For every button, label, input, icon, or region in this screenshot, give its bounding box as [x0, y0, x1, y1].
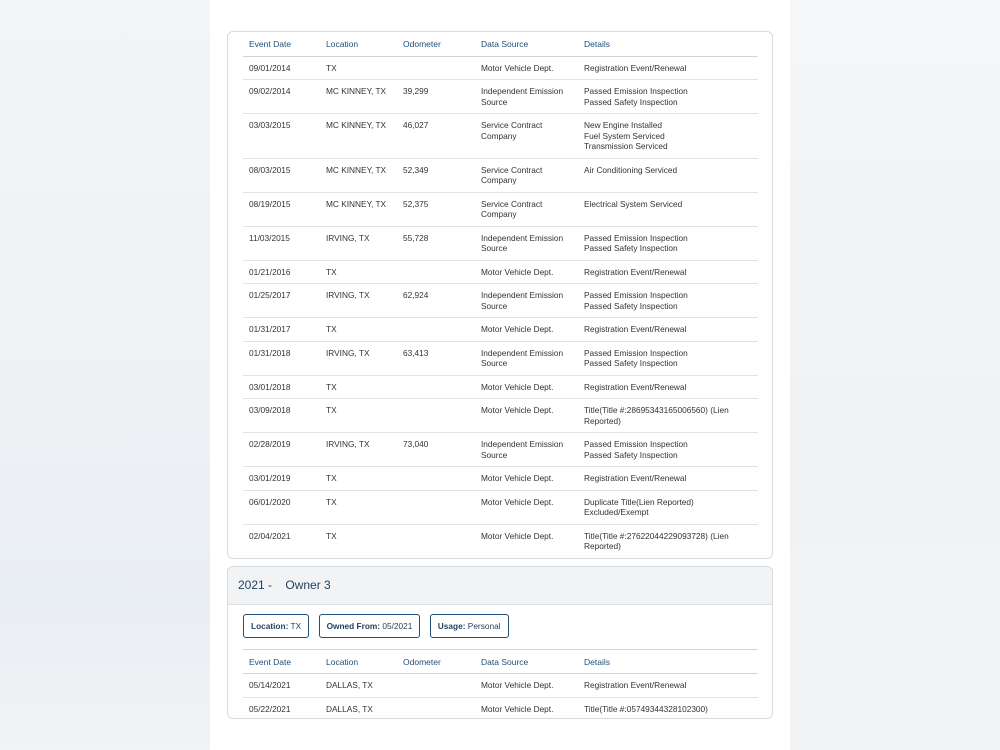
odometer-cell: [397, 674, 475, 698]
details-line: Duplicate Title(Lien Reported): [584, 496, 694, 507]
event-date-cell: 08/03/2015: [243, 158, 320, 192]
col-header-odometer: Odometer: [397, 650, 475, 674]
details-line: Excluded/Exempt: [584, 507, 649, 517]
col-header-event-date: Event Date: [243, 32, 320, 56]
event-date-cell: 01/31/2018: [243, 341, 320, 375]
data-source-cell: Independent Emission Source: [475, 226, 578, 260]
history-body: [243, 56, 758, 558]
owner-3-body: [243, 674, 758, 721]
details-cell: [578, 284, 758, 318]
location-cell: MC KINNEY, TX: [320, 80, 397, 114]
data-source-cell: Motor Vehicle Dept.: [475, 399, 578, 433]
location-cell: TX: [320, 318, 397, 342]
details-line: Transmission Serviced: [584, 141, 668, 151]
details-line: Registration Event/Renewal: [584, 324, 687, 334]
event-date-cell: 02/04/2021: [249, 530, 291, 541]
table-row: [243, 192, 758, 226]
history-table: [243, 32, 758, 558]
event-date-cell: 05/22/2021: [249, 703, 291, 714]
table-row: [243, 399, 758, 433]
details-cell: [578, 158, 758, 192]
details-line: Title(Title #:27622044229093728) (Lien Reported): [584, 530, 729, 551]
event-date-cell: 01/25/2017: [243, 284, 320, 318]
owned-from-badge-label: Owned From:: [326, 621, 381, 631]
details-cell: [578, 341, 758, 375]
table-row: [243, 341, 758, 375]
location-cell: IRVING, TX: [320, 226, 397, 260]
details-line: Air Conditioning Serviced: [584, 164, 678, 175]
data-source-cell: Motor Vehicle Dept.: [475, 467, 578, 491]
details-cell: [578, 433, 758, 467]
location-cell: MC KINNEY, TX: [320, 192, 397, 226]
details-cell: [578, 674, 758, 698]
odometer-cell: 52,349: [397, 158, 475, 192]
owner-3-card: [227, 566, 773, 719]
table-row: [243, 433, 758, 467]
background-right: [790, 0, 1000, 750]
col-header-details: Details: [578, 650, 758, 674]
location-cell: TX: [326, 530, 337, 541]
owner-3-year: 2021 -: [238, 578, 273, 592]
owner-3-title: Owner 3: [285, 578, 331, 592]
event-date-cell: 08/19/2015: [243, 192, 320, 226]
table-row: [243, 674, 758, 698]
odometer-cell: 39,299: [397, 80, 475, 114]
details-line: Registration Event/Renewal: [584, 680, 687, 690]
location-cell: MC KINNEY, TX: [320, 158, 397, 192]
location-cell: TX: [320, 467, 397, 491]
odometer-cell: 62,924: [397, 284, 475, 318]
owner-3-table: [243, 649, 758, 720]
event-date-cell: 09/02/2014: [243, 80, 320, 114]
details-line: Registration Event/Renewal: [584, 473, 687, 483]
event-date-cell: 03/01/2018: [243, 375, 320, 399]
details-cell: [578, 697, 758, 720]
col-header-location: Location: [320, 32, 397, 56]
usage-badge: [430, 614, 509, 638]
details-line: Registration Event/Renewal: [584, 381, 687, 392]
col-header-data-source: Data Source: [475, 650, 578, 674]
details-line: Passed Emission Inspection: [584, 347, 688, 358]
odometer-cell: [397, 490, 475, 524]
details-cell: [578, 524, 758, 558]
odometer-cell: [397, 260, 475, 284]
table-row: [243, 467, 758, 491]
event-date-cell: 03/01/2019: [243, 467, 320, 491]
col-header-event-date: Event Date: [243, 650, 320, 674]
odometer-cell: [397, 375, 475, 399]
event-date-cell: 11/03/2015: [243, 226, 320, 260]
details-cell: [578, 467, 758, 491]
details-cell: [578, 80, 758, 114]
col-header-location: Location: [320, 650, 397, 674]
details-line: Passed Emission Inspection: [584, 232, 688, 243]
location-cell: DALLAS, TX: [320, 674, 397, 698]
event-date-cell: 01/31/2017: [243, 318, 320, 342]
table-row: [243, 697, 758, 720]
owner-3-badges: [228, 605, 772, 647]
details-line: Passed Safety Inspection: [584, 449, 678, 460]
table-row: [243, 226, 758, 260]
usage-badge-label: Usage:: [437, 621, 466, 631]
odometer-cell: [397, 56, 475, 80]
details-cell: [578, 399, 758, 433]
odometer-cell: 63,413: [397, 341, 475, 375]
event-date-cell: 01/21/2016: [243, 260, 320, 284]
table-row: [243, 284, 758, 318]
data-source-cell: Motor Vehicle Dept.: [475, 260, 578, 284]
odometer-cell: 46,027: [397, 114, 475, 159]
col-header-data-source: Data Source: [475, 32, 578, 56]
data-source-cell: Motor Vehicle Dept.: [475, 674, 578, 698]
table-row: [243, 260, 758, 284]
report-page: [210, 0, 790, 750]
details-cell: [578, 490, 758, 524]
event-date-cell: 09/01/2014: [243, 56, 320, 80]
details-cell: [578, 318, 758, 342]
table-row: [243, 158, 758, 192]
details-cell: [578, 260, 758, 284]
details-line: Electrical System Serviced: [584, 198, 683, 209]
owned-from-badge: [319, 614, 421, 638]
table-row: [243, 114, 758, 159]
details-line: Title(Title #:28695343165006560) (Lien Reported): [584, 405, 729, 426]
event-date-cell: 05/14/2021: [243, 674, 320, 698]
details-line: Registration Event/Renewal: [584, 62, 687, 73]
location-badge: [243, 614, 309, 638]
odometer-cell: [397, 467, 475, 491]
odometer-cell: [397, 399, 475, 433]
details-line: Passed Safety Inspection: [584, 300, 678, 311]
table-row: [243, 80, 758, 114]
location-cell: TX: [320, 56, 397, 80]
details-line: Registration Event/Renewal: [584, 266, 687, 277]
details-line: Passed Safety Inspection: [584, 96, 678, 107]
odometer-cell: 52,375: [397, 192, 475, 226]
data-source-cell: Motor Vehicle Dept.: [475, 56, 578, 80]
details-line: Fuel System Serviced: [584, 130, 665, 141]
background-left: [0, 0, 210, 750]
details-line: Passed Emission Inspection: [584, 439, 688, 449]
details-cell: [578, 114, 758, 159]
owned-from-badge-value: 05/2021: [382, 621, 413, 631]
location-cell: TX: [320, 490, 397, 524]
location-cell: TX: [320, 260, 397, 284]
location-cell: IRVING, TX: [320, 341, 397, 375]
data-source-cell: Service Contract Company: [475, 192, 578, 226]
data-source-cell: Independent Emission Source: [475, 284, 578, 318]
history-header-row: [243, 32, 758, 56]
data-source-cell: Motor Vehicle Dept.: [481, 703, 554, 714]
event-date-cell: 06/01/2020: [243, 490, 320, 524]
location-cell: MC KINNEY, TX: [320, 114, 397, 159]
table-row: [243, 318, 758, 342]
owner-3-header[interactable]: [228, 567, 772, 605]
col-header-odometer: Odometer: [397, 32, 475, 56]
details-cell: [578, 56, 758, 80]
details-line: Passed Safety Inspection: [584, 358, 678, 368]
data-source-cell: Independent Emission Source: [475, 433, 578, 467]
data-source-cell: Independent Emission Source: [475, 341, 578, 375]
location-cell: TX: [320, 375, 397, 399]
event-date-cell: 03/03/2015: [243, 114, 320, 159]
table-row: [243, 56, 758, 80]
owner-history-card: [227, 31, 773, 559]
data-source-cell: Service Contract Company: [475, 114, 578, 159]
event-date-cell: 02/28/2019: [243, 433, 320, 467]
odometer-cell: 73,040: [397, 433, 475, 467]
data-source-cell: Motor Vehicle Dept.: [475, 375, 578, 399]
location-cell: IRVING, TX: [320, 284, 397, 318]
table-row: [243, 490, 758, 524]
data-source-cell: Service Contract Company: [475, 158, 578, 192]
details-line: Passed Emission Inspection: [584, 86, 688, 96]
location-cell: DALLAS, TX: [326, 703, 373, 714]
owner-3-header-row: [243, 650, 758, 674]
data-source-cell: Independent Emission Source: [475, 80, 578, 114]
data-source-cell: Motor Vehicle Dept.: [481, 530, 554, 541]
data-source-cell: Motor Vehicle Dept.: [475, 318, 578, 342]
data-source-cell: Motor Vehicle Dept.: [475, 490, 578, 524]
col-header-details: Details: [578, 32, 758, 56]
details-line: Passed Emission Inspection: [584, 290, 688, 300]
location-badge-value: TX: [290, 621, 302, 631]
table-row: [243, 375, 758, 399]
details-line: Passed Safety Inspection: [584, 243, 678, 253]
odometer-cell: [397, 524, 475, 558]
table-row: [243, 524, 758, 558]
odometer-cell: [397, 697, 475, 720]
usage-badge-value: Personal: [467, 621, 501, 631]
location-cell: IRVING, TX: [320, 433, 397, 467]
details-cell: [578, 192, 758, 226]
details-line: Title(Title #:05749344328102300): [584, 703, 708, 714]
details-cell: [578, 226, 758, 260]
odometer-cell: 55,728: [397, 226, 475, 260]
details-cell: [578, 375, 758, 399]
event-date-cell: 03/09/2018: [243, 399, 320, 433]
details-line: New Engine Installed: [584, 120, 662, 130]
location-cell: TX: [320, 399, 397, 433]
location-badge-label: Location:: [251, 621, 289, 631]
odometer-cell: [397, 318, 475, 342]
